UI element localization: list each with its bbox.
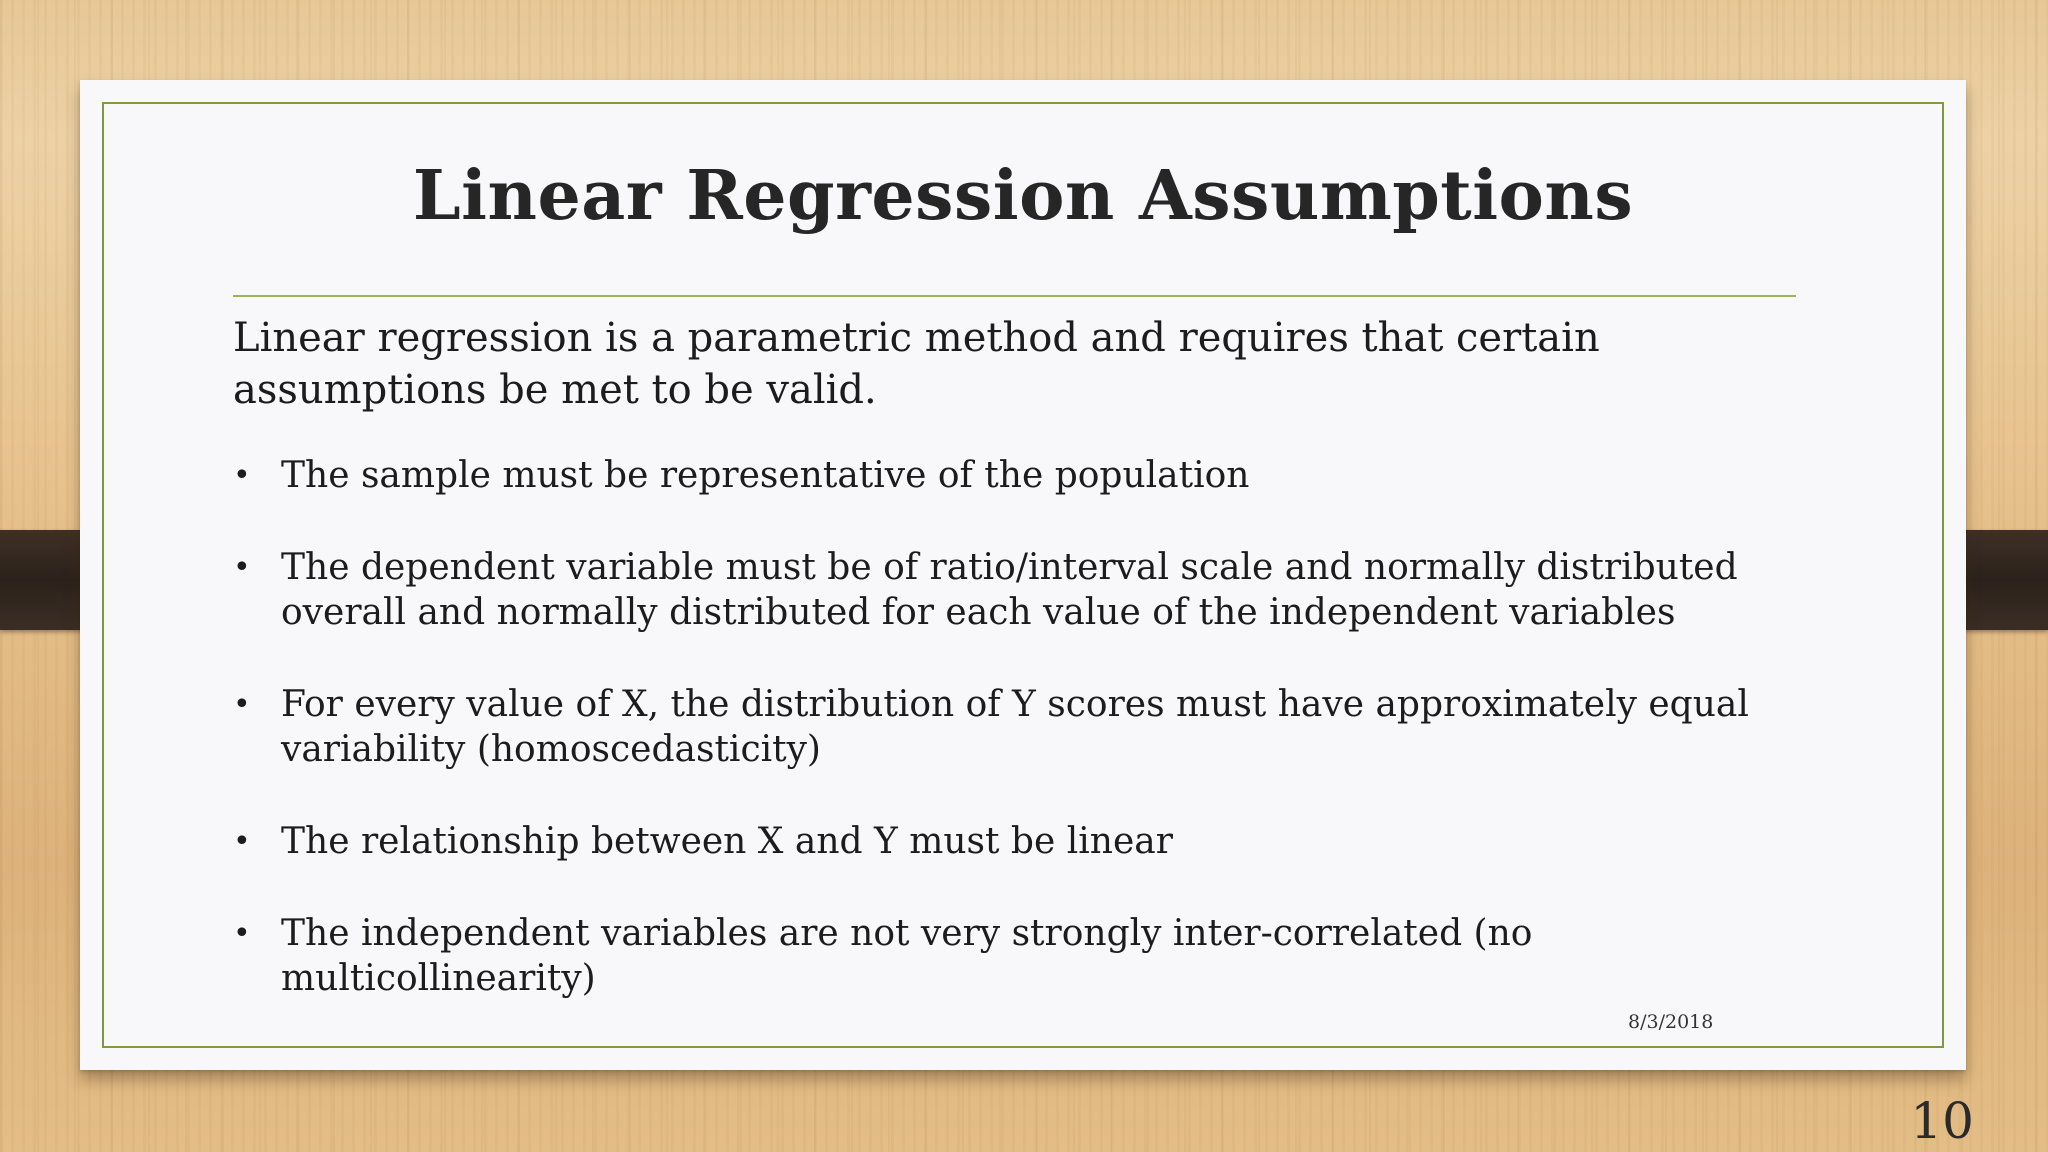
bullet-icon: •	[233, 458, 251, 493]
intro-paragraph: Linear regression is a parametric method and requires that certain assumptions be met to be valid.	[233, 315, 1600, 413]
slide-card	[80, 80, 1966, 1070]
list-item-text: The sample must be representative of the population	[281, 455, 1250, 496]
list-item-text: The independent variables are not very strongly inter-correlated (no multicollinearity)	[281, 913, 1533, 999]
assumption-list	[233, 453, 1813, 1048]
page-number: 10	[1910, 1092, 1974, 1150]
bullet-icon: •	[233, 916, 251, 951]
list-item	[233, 453, 1813, 498]
list-item-text: The dependent variable must be of ratio/interval scale and normally distributed overall and normally distributed for each value of the independent variables	[281, 547, 1738, 633]
list-item	[233, 682, 1813, 772]
list-item	[233, 819, 1813, 864]
list-item-text: For every value of X, the distribution of Y scores must have approximately equal variability (homoscedasticity)	[281, 684, 1749, 770]
list-item	[233, 545, 1813, 635]
bullet-icon: •	[233, 687, 251, 722]
list-item-text: The relationship between X and Y must be linear	[281, 821, 1173, 862]
bullet-icon: •	[233, 824, 251, 859]
slide-date: 8/3/2018	[1628, 1011, 1714, 1033]
bullet-icon: •	[233, 550, 251, 585]
title-divider	[233, 295, 1796, 297]
list-item	[233, 911, 1813, 1001]
slide-title: Linear Regression Assumptions	[412, 156, 1634, 236]
